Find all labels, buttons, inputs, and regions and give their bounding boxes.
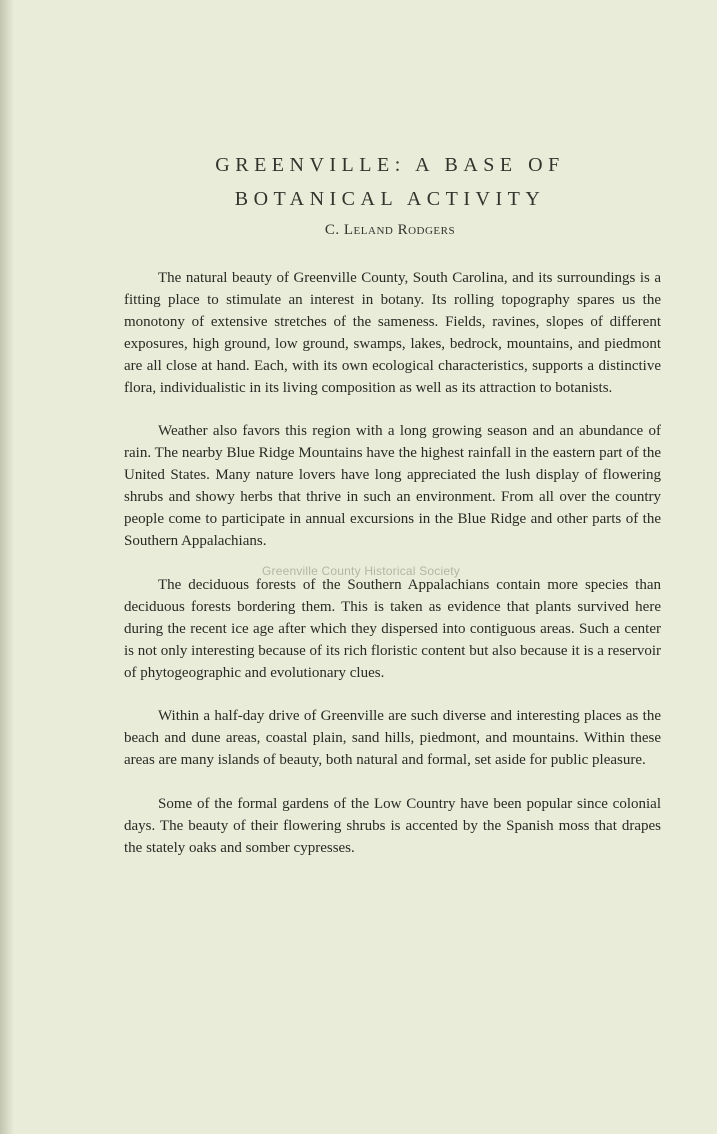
paragraph-2: Weather also favors this region with a long growing season and an abundance of rain. The nearby Blue Ridge Mountains have the highest rainfall in the eastern part of the United States. Many nature lovers have long appreciated the lush display of flowering shrubs and showy herbs that thrive in such an environment. From all over the country people come to participate in annual excursions in the Blue Ridge and other parts of the Southern Appalachians. bbox=[124, 423, 661, 549]
paragraph-1: The natural beauty of Greenville County, South Carolina, and its surroundings is a fitting place to stimulate an interest in botany. Its rolling topography spares us the monotony of extensive stretches of the sameness. Fields, ravines, slopes of different exposures, high ground, low ground, swamps, lakes, bedrock, mountains, and piedmont are all close at hand. Each, with its own ecological characteristics, supports a distinctive flora, individualistic in its living composition as well as its attraction to botanists. bbox=[124, 270, 661, 396]
article-author: C. Leland Rodgers bbox=[324, 222, 456, 238]
paragraph-5: Some of the formal gardens of the Low Country have been popular since colonial days. The beauty of their flowering shrubs is accented by the Spanish moss that drapes the stately oaks and somber cypresses. bbox=[124, 796, 661, 856]
article-title-line-1: GREENVILLE: A BASE OF bbox=[215, 154, 565, 176]
article-title-line-2: BOTANICAL ACTIVITY bbox=[234, 188, 546, 210]
watermark: Greenville County Historical Society bbox=[262, 564, 460, 578]
article-body bbox=[124, 268, 661, 882]
paragraph-4: Within a half-day drive of Greenville are such diverse and interesting places as the beach and dune areas, coastal plain, sand hills, piedmont, and mountains. Within these areas are many islands of beauty, both natural and formal, set aside for public pleasure. bbox=[124, 708, 661, 769]
paragraph-3: The deciduous forests of the Southern Appalachians contain more species than deciduous forests bordering them. This is taken as evidence that plants survived here during the recent ice age after which they dispersed into contiguous areas. Such a center is not only interesting because of its rich floristic content but also because it is a reservoir of phytogeographic and evolutionary clues. bbox=[124, 576, 661, 681]
page-edge-shadow bbox=[0, 0, 14, 1134]
article-header bbox=[120, 148, 660, 239]
